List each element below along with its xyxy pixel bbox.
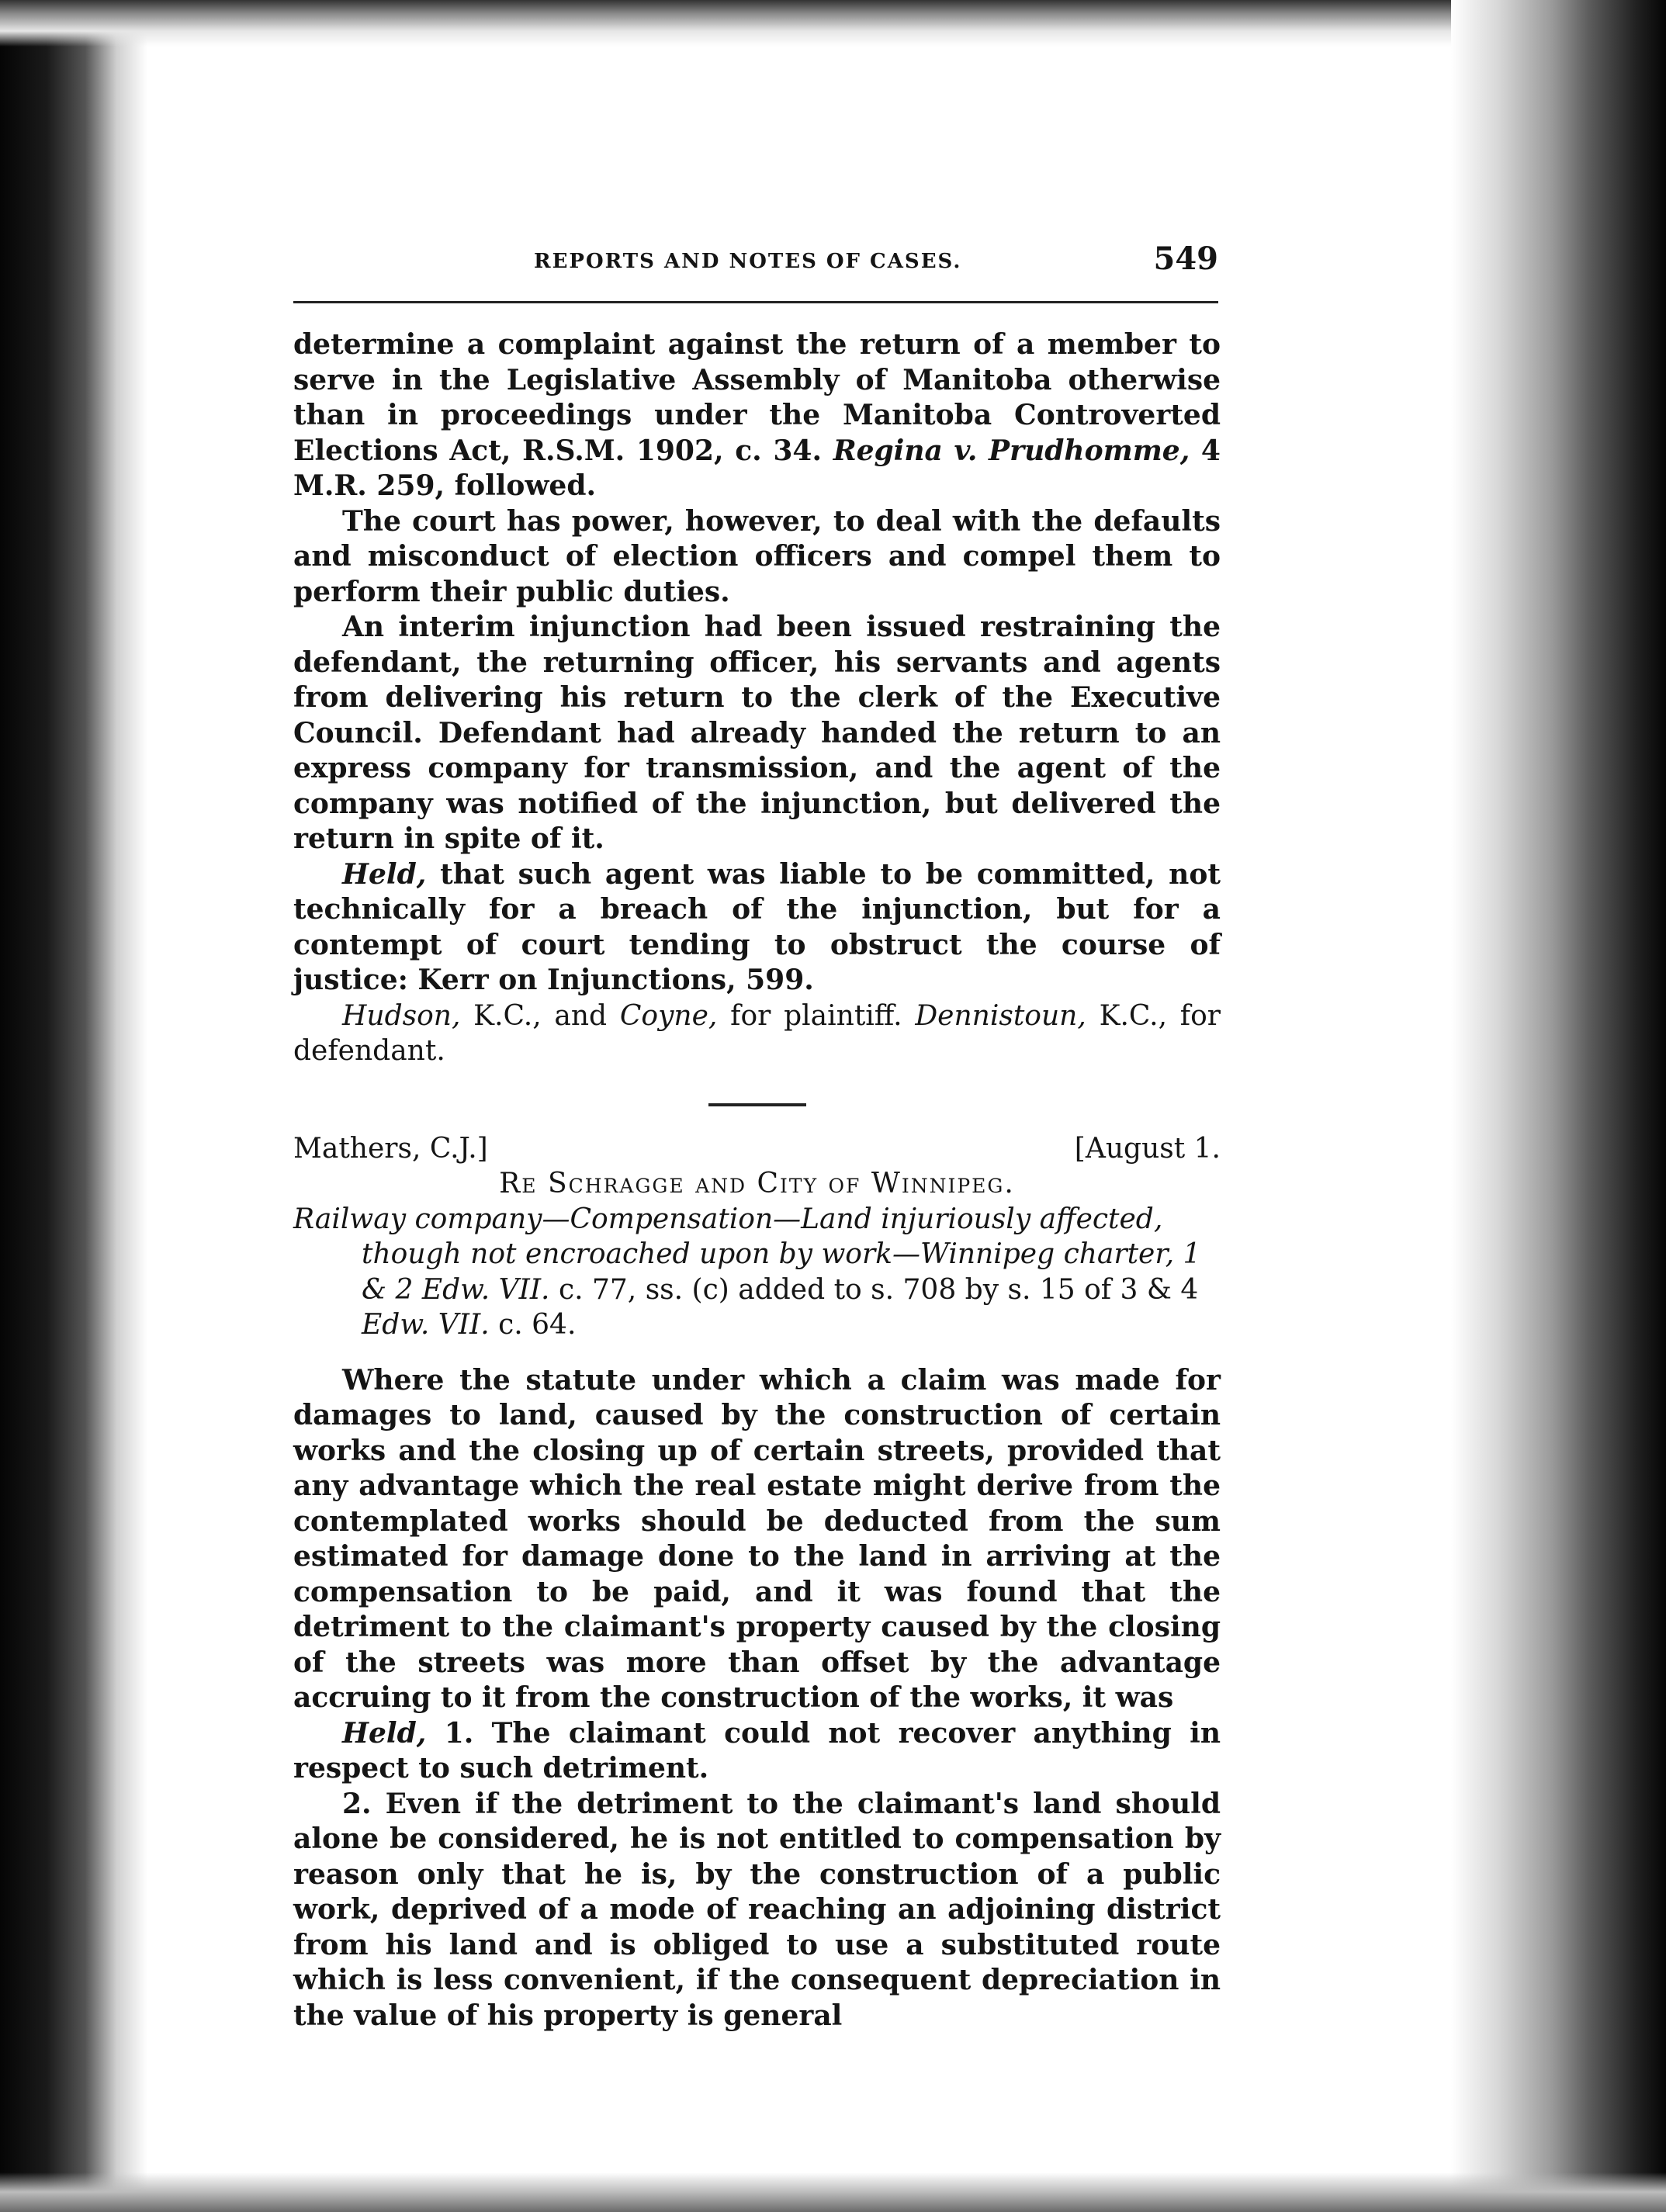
case2-paragraph-3: 2. Even if the detriment to the claimant's land should alone be considered, he is not entitled to compensation by reason only that he is, by the construction of a public work, deprived of a mode of reaching an adjoining district from his land and is obliged to use a substituted route which is less convenient, if the consequent depreciation in the value of his property is general	[293, 1787, 1221, 2032]
page-number: 549	[1153, 241, 1218, 277]
page-body	[293, 327, 1221, 2034]
page-header	[301, 241, 1218, 293]
case1-paragraph-2: The court has power, however, to deal with the defaults and misconduct of election officers and compel them to perform their public duties.	[293, 504, 1221, 608]
case1-held: Held, that such agent was liable to be committed, not technically for a breach of the injunction, but for a contempt of court tending to obstruct the course of justice: Kerr on Injunctions, 599.	[293, 857, 1221, 996]
case2-held: Held, 1. The claimant could not recover anything in respect to such detriment.	[293, 1716, 1221, 1784]
case2-title: Re Schragge and City of Winnipeg.	[499, 1168, 1015, 1199]
scan-shadow-bottom	[0, 2172, 1666, 2212]
decision-date: [August 1.	[1074, 1132, 1221, 1165]
case-citation: Regina v. Prudhomme,	[833, 434, 1190, 467]
case1-paragraph-3: An interim injunction had been issued restraining the defendant, the returning officer, his servants and agents from delivering his return to the clerk of the Executive Council. Defendant had already handed the return to an express company for transmission, and the agent of the company was notified of the injunction, but delivered the return in spite of it.	[293, 611, 1221, 855]
case2-headnote: Railway company—Compensation—Land injuriously affected, though not encroached upon by work—Winnipeg charter, 1 & 2 Edw. VII. c. 77, ss. (c) added to s. 708 by s. 15 of 3 & 4 Edw. VII. c. 64.	[293, 1203, 1201, 1341]
case2-caption	[293, 1131, 1221, 1167]
case1-counsel: Hudson, K.C., and Coyne, for plaintiff. Dennistoun, K.C., for defendant.	[293, 999, 1221, 1067]
running-head: REPORTS AND NOTES OF CASES.	[534, 250, 962, 273]
scan-shadow-right	[1451, 0, 1666, 2212]
case-separator	[708, 1103, 806, 1106]
judge: Mathers, C.J.]	[293, 1132, 488, 1165]
case1-paragraph-1: determine a complaint against the return of a member to serve in the Legislative Assembly of Manitoba otherwise than in proceedings under the Manitoba Controverted Elections Act, R.S.M. 1902, c. 34. Regina v. Prudhomme, 4 M.R. 259, followed.	[293, 328, 1221, 502]
case2-paragraph-1: Where the statute under which a claim was made for damages to land, caused by the construction of certain works and the closing up of certain streets, provided that any advantage which the real estate might derive from the contemplated works should be deducted from the sum estimated for damage done to the land in arriving at the compensation to be paid, and it was found that the detriment to the claimant's property caused by the closing of the streets was more than offset by the advantage accruing to it from the construction of the works, it was	[293, 1363, 1221, 1714]
scan-shadow-top	[0, 0, 1666, 47]
header-rule	[293, 301, 1218, 303]
scan-shadow-left	[0, 0, 147, 2212]
